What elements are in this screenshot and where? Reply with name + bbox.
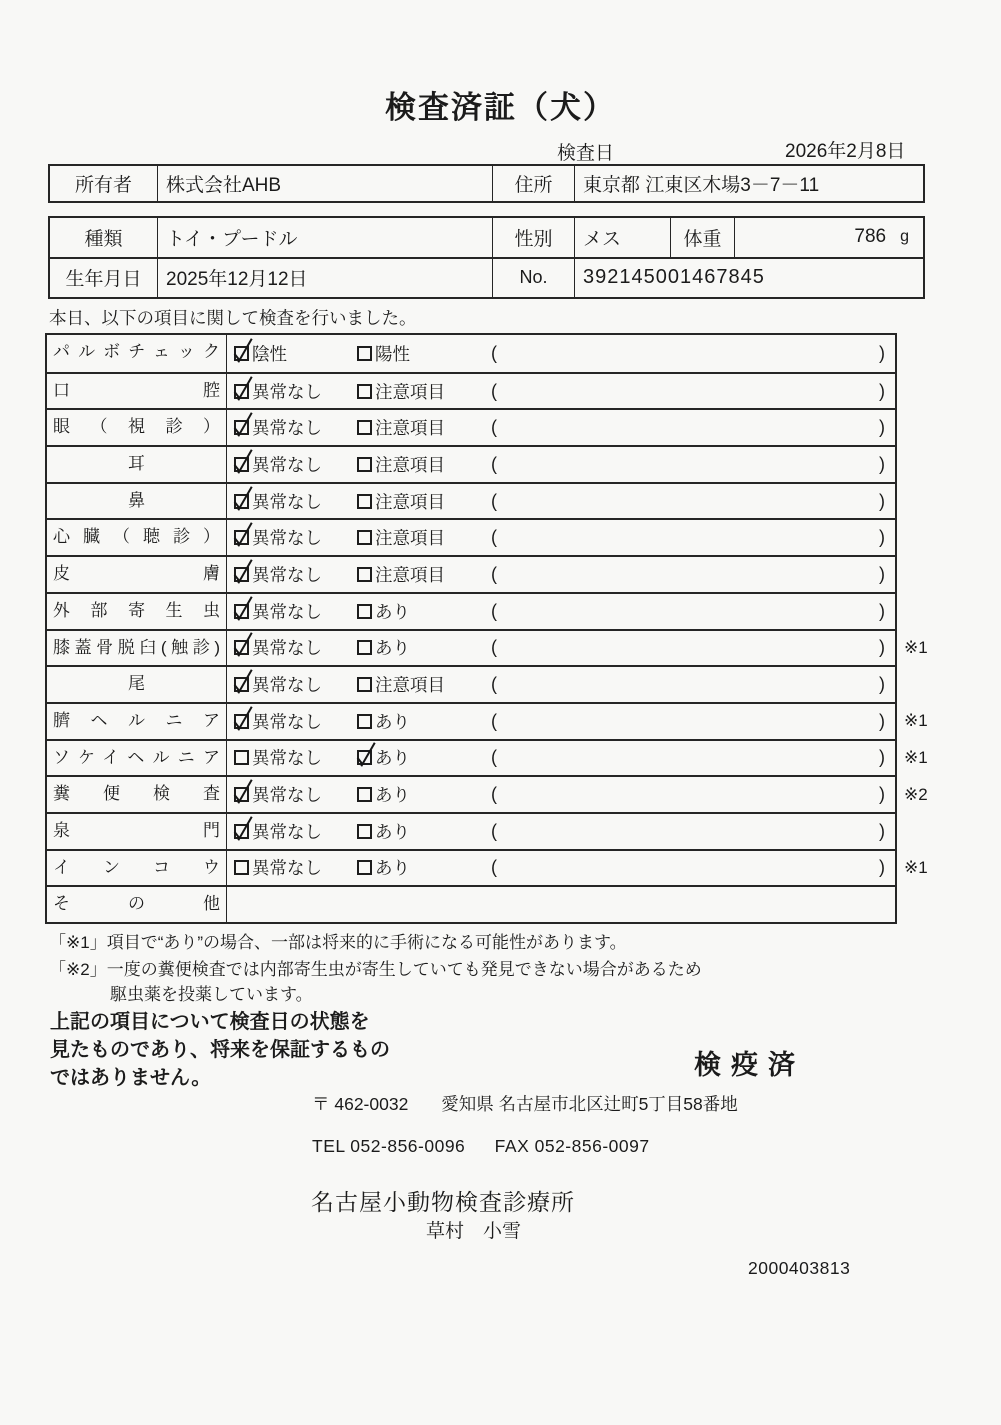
checklist-table bbox=[45, 333, 928, 924]
fax-number: FAX 052-856-0097 bbox=[494, 1136, 650, 1156]
item-label: パルボチェック bbox=[47, 335, 227, 372]
certificate-no-label: No. bbox=[492, 259, 574, 298]
disclaimer-line-3: ではありません。 bbox=[50, 1067, 212, 1089]
checkbox-option1 bbox=[234, 677, 249, 692]
checklist-row-fecal-exam bbox=[47, 775, 928, 812]
checklist-row-fontanelle bbox=[47, 812, 895, 849]
paren-open: ( bbox=[491, 563, 497, 584]
item-result bbox=[227, 851, 895, 886]
paren-open: ( bbox=[491, 490, 497, 511]
item-label: 耳 bbox=[47, 447, 227, 482]
birthdate-value: 2025年12月12日 bbox=[157, 259, 492, 298]
option2-label: あり bbox=[375, 711, 410, 732]
option1-label: 異常なし bbox=[252, 528, 322, 549]
paren-open: ( bbox=[491, 600, 497, 621]
option2-label: 注意項目 bbox=[375, 491, 445, 512]
checkbox-option2 bbox=[357, 530, 372, 545]
checkbox-option2 bbox=[357, 824, 372, 839]
item-result bbox=[227, 374, 895, 409]
checkbox-option1 bbox=[234, 567, 249, 582]
option2-label: 注意項目 bbox=[375, 675, 445, 696]
checkbox-option2 bbox=[357, 346, 372, 361]
checkbox-option1 bbox=[234, 750, 249, 765]
option2-label: あり bbox=[375, 821, 410, 842]
tel-number: TEL 052-856-0096 bbox=[312, 1136, 466, 1156]
intro-text: 本日、以下の項目に関して検査を行いました。 bbox=[49, 308, 417, 328]
paren-close: ) bbox=[879, 710, 885, 731]
item-label: その他 bbox=[47, 887, 227, 922]
item-label: 鼻 bbox=[47, 484, 227, 519]
option1-label: 異常なし bbox=[252, 564, 322, 585]
weight-unit: g bbox=[900, 228, 909, 246]
checklist-row-nose bbox=[47, 482, 895, 519]
checkbox-option2 bbox=[357, 750, 372, 765]
paren-close: ) bbox=[879, 453, 885, 474]
item-result bbox=[227, 704, 895, 739]
item-result bbox=[227, 594, 895, 629]
option2-label: あり bbox=[375, 748, 410, 769]
paren-open: ( bbox=[491, 820, 497, 841]
checklist-row-umbilical-hernia bbox=[47, 702, 928, 739]
option2-label: あり bbox=[375, 785, 410, 806]
breed-label: 種類 bbox=[84, 228, 123, 250]
clinic-address: 愛知県 名古屋市北区辻町5丁目58番地 bbox=[441, 1094, 738, 1114]
item-result bbox=[227, 410, 895, 445]
disclaimer-line-2: 見たものであり、将来を保証するもの bbox=[50, 1039, 390, 1061]
sex-value: メス bbox=[574, 218, 670, 257]
checkbox-option1 bbox=[234, 640, 249, 655]
option1-label: 異常なし bbox=[252, 821, 322, 842]
option2-label: あり bbox=[375, 601, 410, 622]
option1-label: 異常なし bbox=[252, 675, 322, 696]
option1-label: 異常なし bbox=[252, 418, 322, 439]
owner-row bbox=[50, 166, 923, 201]
footnote-marker: ※1 bbox=[904, 857, 928, 877]
checklist-row-parvo bbox=[47, 335, 895, 372]
certificate-no-value: 392145001467845 bbox=[574, 259, 923, 298]
checklist-row-parasites bbox=[47, 592, 895, 629]
option2-label: 注意項目 bbox=[375, 381, 445, 402]
checkbox-option1 bbox=[234, 384, 249, 399]
checklist-row-other bbox=[47, 885, 895, 922]
birthdate-label: 生年月日 bbox=[65, 269, 142, 291]
paren-close: ) bbox=[879, 490, 885, 511]
paren-open: ( bbox=[491, 380, 497, 401]
checkbox-option2 bbox=[357, 640, 372, 655]
clinic-address-line bbox=[312, 1091, 738, 1116]
paren-close: ) bbox=[879, 600, 885, 621]
item-label: 臍ヘルニア bbox=[47, 704, 227, 739]
checkbox-option1 bbox=[234, 714, 249, 729]
disclaimer-text bbox=[50, 1008, 390, 1092]
item-result bbox=[227, 667, 895, 702]
checkbox-option2 bbox=[357, 787, 372, 802]
owner-value: 株式会社AHB bbox=[157, 166, 492, 201]
checklist-row-inkou bbox=[47, 849, 928, 886]
disclaimer-line-1: 上記の項目について検査日の状態を bbox=[50, 1011, 370, 1033]
item-result bbox=[227, 557, 895, 592]
checkbox-option1 bbox=[234, 787, 249, 802]
paren-open: ( bbox=[491, 342, 497, 363]
option1-label: 異常なし bbox=[252, 711, 322, 732]
item-label: 尾 bbox=[47, 667, 227, 702]
paren-open: ( bbox=[491, 453, 497, 474]
checkbox-option2 bbox=[357, 420, 372, 435]
sex-label: 性別 bbox=[492, 218, 574, 257]
option1-label: 異常なし bbox=[252, 638, 322, 659]
paren-close: ) bbox=[879, 342, 885, 363]
checklist-row-eyes bbox=[47, 408, 895, 445]
paren-close: ) bbox=[879, 820, 885, 841]
paren-open: ( bbox=[491, 747, 497, 768]
paren-close: ) bbox=[879, 747, 885, 768]
footnote-marker: ※1 bbox=[904, 711, 928, 731]
footnote-1: 「※1」項目で“あり”の場合、一部は将来的に手術になる可能性があります。 bbox=[49, 933, 627, 952]
item-result bbox=[227, 814, 895, 849]
checkbox-option2 bbox=[357, 604, 372, 619]
option2-label: 陽性 bbox=[375, 343, 410, 364]
item-label: ソケイヘルニア bbox=[47, 741, 227, 776]
checkbox-option1 bbox=[234, 346, 249, 361]
item-label: 皮膚 bbox=[47, 557, 227, 592]
item-result-empty bbox=[227, 887, 895, 922]
item-label: 外部寄生虫 bbox=[47, 594, 227, 629]
checklist-row-skin bbox=[47, 555, 895, 592]
checkbox-option2 bbox=[357, 860, 372, 875]
paren-open: ( bbox=[491, 784, 497, 805]
paren-open: ( bbox=[491, 857, 497, 878]
item-label: 眼（視診） bbox=[47, 410, 227, 445]
inspection-date-value: 2026年2月8日 bbox=[785, 141, 906, 162]
option1-label: 異常なし bbox=[252, 601, 322, 622]
clinic-name: 名古屋小動物検査診療所 bbox=[311, 1189, 575, 1215]
option2-label: あり bbox=[375, 638, 410, 659]
breed-value: トイ・プードル bbox=[157, 218, 492, 257]
postal-code: 〒 462-0032 bbox=[312, 1094, 409, 1114]
checkbox-option1 bbox=[234, 824, 249, 839]
item-label: 膝蓋骨脱臼(触診) bbox=[47, 631, 227, 666]
checkbox-option1 bbox=[234, 494, 249, 509]
footnote-marker: ※1 bbox=[904, 747, 928, 767]
checkbox-option1 bbox=[234, 860, 249, 875]
checkbox-option1 bbox=[234, 457, 249, 472]
option1-label: 異常なし bbox=[252, 858, 322, 879]
checklist-row-inguinal-hernia bbox=[47, 739, 928, 776]
paren-close: ) bbox=[879, 380, 885, 401]
item-result bbox=[227, 335, 895, 372]
owner-table bbox=[48, 164, 925, 203]
item-label: 口腔 bbox=[47, 374, 227, 409]
weight-value bbox=[734, 218, 923, 257]
checklist-row-heart bbox=[47, 518, 895, 555]
paren-open: ( bbox=[491, 710, 497, 731]
paren-close: ) bbox=[879, 784, 885, 805]
paren-close: ) bbox=[879, 417, 885, 438]
paren-open: ( bbox=[491, 674, 497, 695]
checklist-row-ears bbox=[47, 445, 895, 482]
inspection-date-label: 検査日 bbox=[557, 143, 615, 164]
option2-label: 注意項目 bbox=[375, 528, 445, 549]
checkbox-option1 bbox=[234, 530, 249, 545]
footnote-2-continued: 駆虫薬を投薬しています。 bbox=[110, 985, 313, 1004]
paren-close: ) bbox=[879, 857, 885, 878]
paren-open: ( bbox=[491, 527, 497, 548]
option2-label: 注意項目 bbox=[375, 564, 445, 585]
checklist-row-patella bbox=[47, 629, 928, 666]
item-label: インコウ bbox=[47, 851, 227, 886]
document-title: 検査済証（犬） bbox=[385, 90, 616, 125]
footnote-marker: ※2 bbox=[904, 784, 928, 804]
checkbox-option1 bbox=[234, 420, 249, 435]
option2-label: あり bbox=[375, 858, 410, 879]
item-label: 心臓（聴診） bbox=[47, 520, 227, 555]
checkbox-option2 bbox=[357, 457, 372, 472]
checkbox-option2 bbox=[357, 567, 372, 582]
paren-close: ) bbox=[879, 674, 885, 695]
checklist-row-tail bbox=[47, 665, 895, 702]
option2-label: 注意項目 bbox=[375, 454, 445, 475]
birth-row bbox=[50, 257, 923, 298]
item-result bbox=[227, 741, 895, 776]
option1-label: 異常なし bbox=[252, 381, 322, 402]
option1-label: 異常なし bbox=[252, 491, 322, 512]
checkbox-option2 bbox=[357, 384, 372, 399]
serial-number: 2000403813 bbox=[748, 1258, 851, 1278]
address-label: 住所 bbox=[492, 166, 574, 201]
quarantine-stamp: 検疫済 bbox=[694, 1050, 805, 1080]
item-result bbox=[227, 520, 895, 555]
footnote-marker: ※1 bbox=[904, 637, 928, 657]
checkbox-option1 bbox=[234, 604, 249, 619]
clinic-phone-line bbox=[312, 1136, 650, 1157]
footnote-2: 「※2」一度の糞便検査では内部寄生虫が寄生していても発見できない場合があるため bbox=[49, 960, 702, 979]
paren-open: ( bbox=[491, 637, 497, 658]
paren-close: ) bbox=[879, 527, 885, 548]
option1-label: 異常なし bbox=[252, 785, 322, 806]
checkbox-option2 bbox=[357, 677, 372, 692]
option1-label: 異常なし bbox=[252, 748, 322, 769]
option2-label: 注意項目 bbox=[375, 418, 445, 439]
item-label: 泉門 bbox=[47, 814, 227, 849]
paren-close: ) bbox=[879, 637, 885, 658]
weight-label: 体重 bbox=[670, 218, 734, 257]
checkbox-option2 bbox=[357, 714, 372, 729]
weight-number: 786 bbox=[854, 226, 887, 248]
owner-label: 所有者 bbox=[74, 175, 132, 196]
item-result bbox=[227, 777, 895, 812]
item-result bbox=[227, 484, 895, 519]
veterinarian-name: 草村 小雪 bbox=[426, 1221, 522, 1242]
breed-row bbox=[50, 218, 923, 257]
option1-label: 異常なし bbox=[252, 454, 322, 475]
item-result bbox=[227, 631, 895, 666]
paren-close: ) bbox=[879, 563, 885, 584]
checkbox-option2 bbox=[357, 494, 372, 509]
paren-open: ( bbox=[491, 417, 497, 438]
address-value: 東京都 江東区木場3－7－11 bbox=[574, 166, 923, 201]
option1-label: 陰性 bbox=[252, 343, 287, 364]
item-result bbox=[227, 447, 895, 482]
animal-info-table bbox=[48, 216, 925, 299]
checklist-row-mouth bbox=[47, 372, 895, 409]
item-label: 糞便検査 bbox=[47, 777, 227, 812]
